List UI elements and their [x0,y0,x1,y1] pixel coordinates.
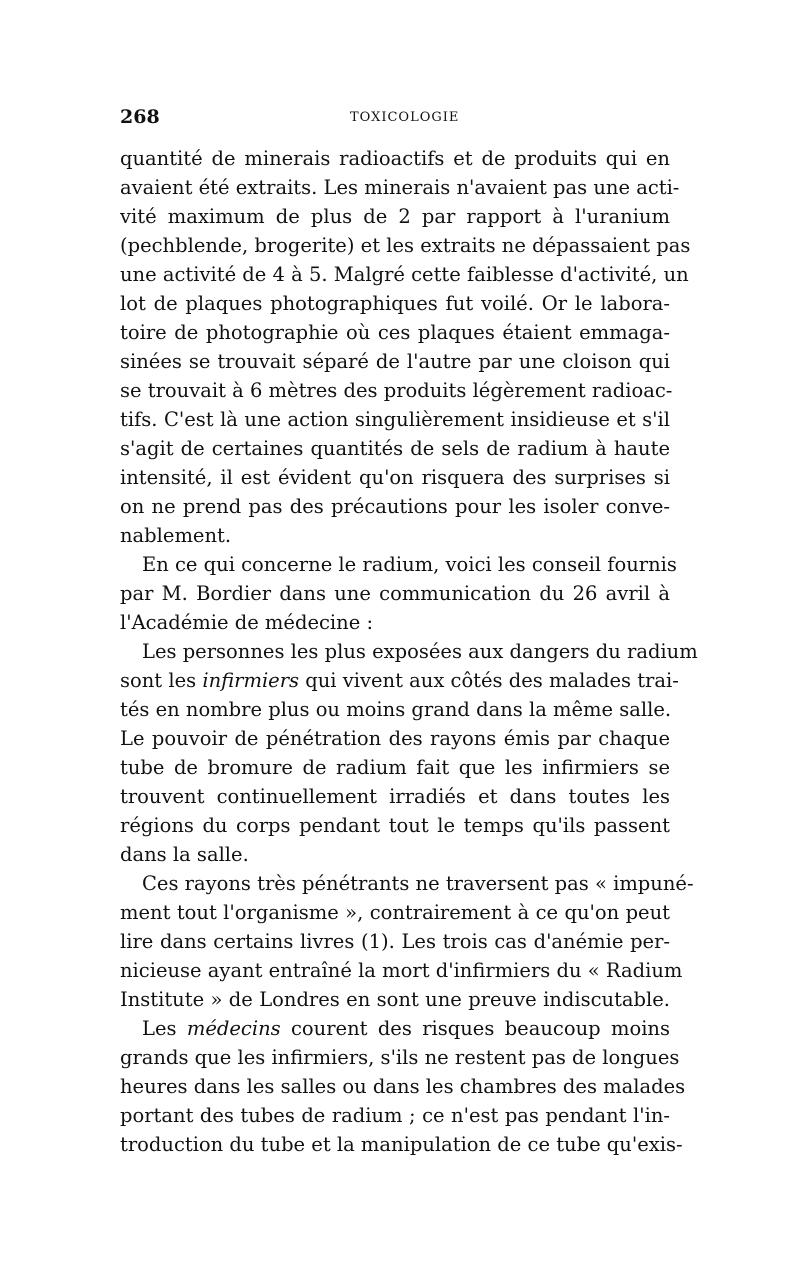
running-head: TOXICOLOGIE [350,110,460,125]
text-line: régions du corps pendant tout le temps qu'ils passent [120,814,670,837]
text-line: Les personnes les plus exposées aux dangers du radium [142,640,698,663]
page-header [120,106,670,134]
text-line: toire de photographie où ces plaques étaient emmaga- [120,321,670,344]
text-line: dans la salle. [120,843,249,866]
body-text [120,144,698,1159]
text-line: sont les infirmiers qui vivent aux côtés des malades trai- [120,669,679,692]
text-line: se trouvait à 6 mètres des produits légèrement radioac- [120,379,673,402]
text-line: troduction du tube et la manipulation de ce tube qu'exis- [120,1133,683,1156]
text-line: s'agit de certaines quantités de sels de radium à haute [120,437,670,460]
text-line: on ne prend pas des précautions pour les isoler conve- [120,495,670,518]
text-line: l'Académie de médecine : [120,611,374,634]
text-line: Le pouvoir de pénétration des rayons émis par chaque [120,727,670,750]
text-line: sinées se trouvait séparé de l'autre par une cloison qui [120,350,670,373]
text-line: vité maximum de plus de 2 par rapport à l'uranium [120,205,670,228]
text-line: portant des tubes de radium ; ce n'est pas pendant l'in- [120,1104,670,1127]
text-line: avaient été extraits. Les minerais n'avaient pas une acti- [120,176,680,199]
text-line: trouvent continuellement irradiés et dans toutes les [120,785,670,808]
text-line: heures dans les salles ou dans les chambres des malades [120,1075,686,1098]
text-line: lire dans certains livres (1). Les trois cas d'anémie per- [120,930,670,953]
text-line: nicieuse ayant entraîné la mort d'infirmiers du « Radium [120,959,683,982]
text-line: quantité de minerais radioactifs et de produits qui en [120,147,670,170]
text-line: par M. Bordier dans une communication du 26 avril à [120,582,670,605]
text-line: nablement. [120,524,232,547]
text-line: Institute » de Londres en sont une preuve indiscutable. [120,988,670,1011]
text-line: tube de bromure de radium fait que les infirmiers se [120,756,670,779]
text-line: En ce qui concerne le radium, voici les conseil fournis [142,553,677,576]
text-line: lot de plaques photographiques fut voilé. Or le labora- [120,292,670,315]
text-line: intensité, il est évident qu'on risquera des surprises si [120,466,670,489]
text-line: Ces rayons très pénétrants ne traversent pas « impuné- [142,872,694,895]
text-line: grands que les infirmiers, s'ils ne restent pas de longues [120,1046,680,1069]
text-line: Les médecins courent des risques beaucoup moins [142,1017,670,1040]
italic-term: médecins [186,1017,281,1040]
page-number: 268 [120,106,160,128]
text-line: tifs. C'est là une action singulièrement insidieuse et s'il [120,408,670,431]
text-line: ment tout l'organisme », contrairement à ce qu'on peut [120,901,670,924]
italic-term: infirmiers [202,669,300,692]
text-line: (pechblende, brogerite) et les extraits ne dépassaient pas [120,234,691,257]
text-line: une activité de 4 à 5. Malgré cette faiblesse d'activité, un [120,263,689,286]
text-line: tés en nombre plus ou moins grand dans la même salle. [120,698,672,721]
